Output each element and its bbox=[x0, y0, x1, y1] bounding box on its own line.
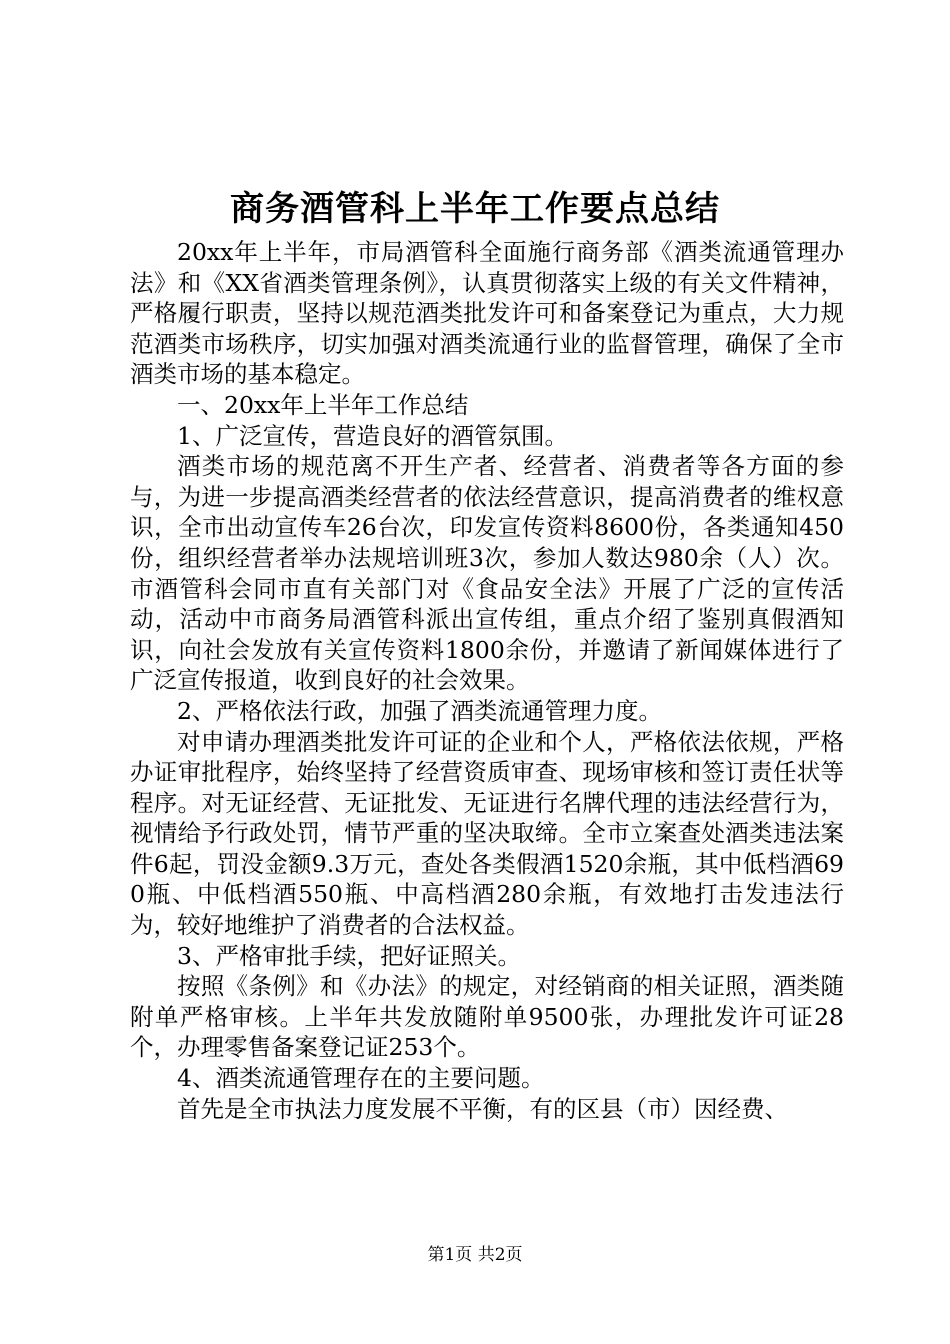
paragraph-enforcement: 对申请办理酒类批发许可证的企业和个人，严格依法依规，严格办证审批程序，始终坚持了经营资质审查、现场审核和签订责任状等程序。对无证经营、无证批发、无证进行名牌代理的违法经营行为，视情给予行政处罚，情节严重的坚决取缔。全市立案查处酒类违法案件6起，罚没金额9.3万元，查处各类假酒1520余瓶，其中低档酒690瓶、中低档酒550瓶、中高档酒280余瓶，有效地打击发违法行为，较好地维护了消费者的合法权益。 bbox=[130, 727, 844, 940]
subheading-3: 3、严格审批手续，把好证照关。 bbox=[177, 941, 521, 970]
paragraph-problems: 首先是全市执法力度发展不平衡，有的区县（市）因经费、 bbox=[177, 1094, 788, 1123]
paragraph-approval: 按照《条例》和《办法》的规定，对经销商的相关证照，酒类随附单严格审核。上半年共发放随附单9500张，办理批发许可证28个，办理零售备案登记证253个。 bbox=[130, 972, 844, 1062]
page-footer: 第1页 共2页 bbox=[427, 1245, 523, 1265]
section-heading: 一、20xx年上半年工作总结 bbox=[177, 390, 469, 419]
subheading-2: 2、严格依法行政，加强了酒类流通管理力度。 bbox=[177, 696, 662, 725]
subheading-4: 4、酒类流通管理存在的主要问题。 bbox=[177, 1064, 545, 1093]
paragraph-publicity: 酒类市场的规范离不开生产者、经营者、消费者等各方面的参与，为进一步提高酒类经营者的依法经营意识，提高消费者的维权意识，全市出动宣传车26台次，印发宣传资料8600份，各类通知450份，组织经营者举办法规培训班3次，参加人数达980余（人）次。市酒管科会同市直有关部门对《食品安全法》开展了广泛的宣传活动，活动中市商务局酒管科派出宣传组，重点介绍了鉴别真假酒知识，向社会发放有关宣传资料1800余份，并邀请了新闻媒体进行了广泛宣传报道，收到良好的社会效果。 bbox=[130, 452, 844, 695]
paragraph-intro: 20xx年上半年，市局酒管科全面施行商务部《酒类流通管理办法》和《XX省酒类管理条例》，认真贯彻落实上级的有关文件精神，严格履行职责，坚持以规范酒类批发许可和备案登记为重点，大力规范酒类市场秩序，切实加强对酒类流通行业的监督管理，确保了全市酒类市场的基本稳定。 bbox=[130, 238, 844, 389]
document-title: 商务酒管科上半年工作要点总结 bbox=[230, 189, 720, 229]
subheading-1: 1、广泛宣传，营造良好的酒管氛围。 bbox=[177, 421, 568, 450]
document-body bbox=[130, 237, 844, 1124]
